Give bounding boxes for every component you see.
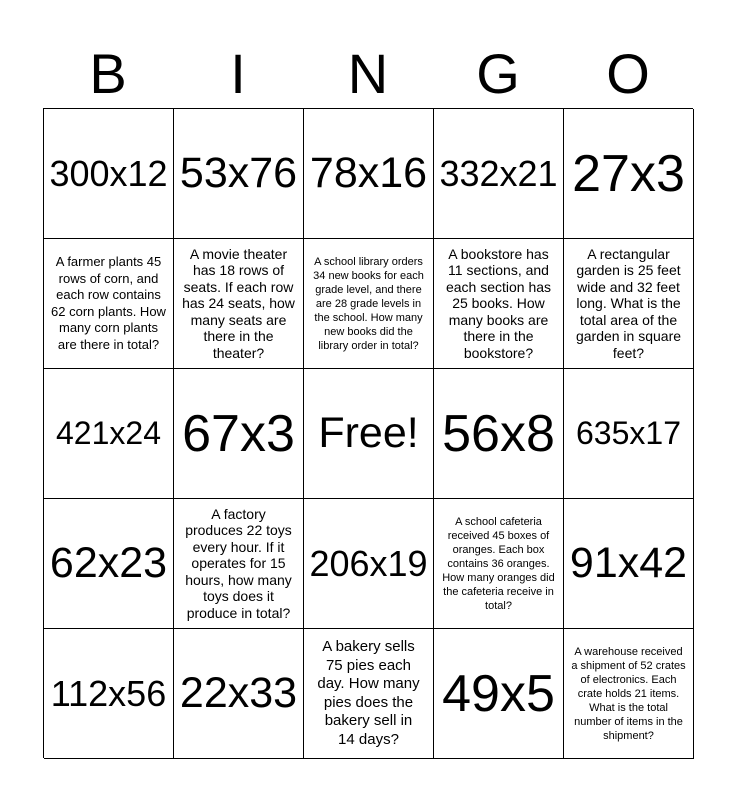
bingo-cell[interactable]: 91x42 <box>564 499 694 629</box>
bingo-cell[interactable]: A movie theater has 18 rows of seats. If each row has 24 seats, how many seats are there in the theater? <box>174 239 304 369</box>
bingo-cell[interactable]: A rectangular garden is 25 feet wide and 32 feet long. What is the total area of the garden in square feet? <box>564 239 694 369</box>
bingo-cell[interactable]: A bakery sells 75 pies each day. How many pies does the bakery sell in 14 days? <box>304 629 434 759</box>
bingo-cell[interactable]: A school library orders 34 new books for each grade level, and there are 28 grade levels in the school. How many new books did the library order in total? <box>304 239 434 369</box>
header-letter-b: B <box>89 42 127 105</box>
bingo-cell[interactable]: 421x24 <box>44 369 174 499</box>
bingo-cell[interactable]: A school cafeteria received 45 boxes of oranges. Each box contains 36 oranges. How many oranges did the cafeteria receive in total? <box>434 499 564 629</box>
header-letter-i: I <box>230 42 246 105</box>
bingo-cell[interactable]: 22x33 <box>174 629 304 759</box>
bingo-cell[interactable]: 27x3 <box>564 109 694 239</box>
free-space[interactable]: Free! <box>304 369 434 499</box>
bingo-cell[interactable]: 635x17 <box>564 369 694 499</box>
bingo-cell[interactable]: 332x21 <box>434 109 564 239</box>
bingo-cell[interactable]: 78x16 <box>304 109 434 239</box>
bingo-cell[interactable]: 56x8 <box>434 369 564 499</box>
bingo-board <box>43 108 693 758</box>
header-letter-g: G <box>476 42 520 105</box>
bingo-cell[interactable]: A bookstore has 11 sections, and each section has 25 books. How many books are there in the bookstore? <box>434 239 564 369</box>
bingo-cell[interactable]: 67x3 <box>174 369 304 499</box>
bingo-cell[interactable]: A farmer plants 45 rows of corn, and each row contains 62 corn plants. How many corn plants are there in total? <box>44 239 174 369</box>
header-letter-o: O <box>606 42 650 105</box>
header-letter-n: N <box>347 42 389 105</box>
bingo-cell[interactable]: A warehouse received a shipment of 52 crates of electronics. Each crate holds 21 items. What is the total number of items in the shipment? <box>564 629 694 759</box>
bingo-cell[interactable]: A factory produces 22 toys every hour. If it operates for 15 hours, how many toys does it produce in total? <box>174 499 304 629</box>
bingo-cell[interactable]: 112x56 <box>44 629 174 759</box>
bingo-cell[interactable]: 206x19 <box>304 499 434 629</box>
bingo-cell[interactable]: 300x12 <box>44 109 174 239</box>
bingo-cell[interactable]: 49x5 <box>434 629 564 759</box>
bingo-cell[interactable]: 62x23 <box>44 499 174 629</box>
bingo-header <box>43 40 693 108</box>
bingo-cell[interactable]: 53x76 <box>174 109 304 239</box>
